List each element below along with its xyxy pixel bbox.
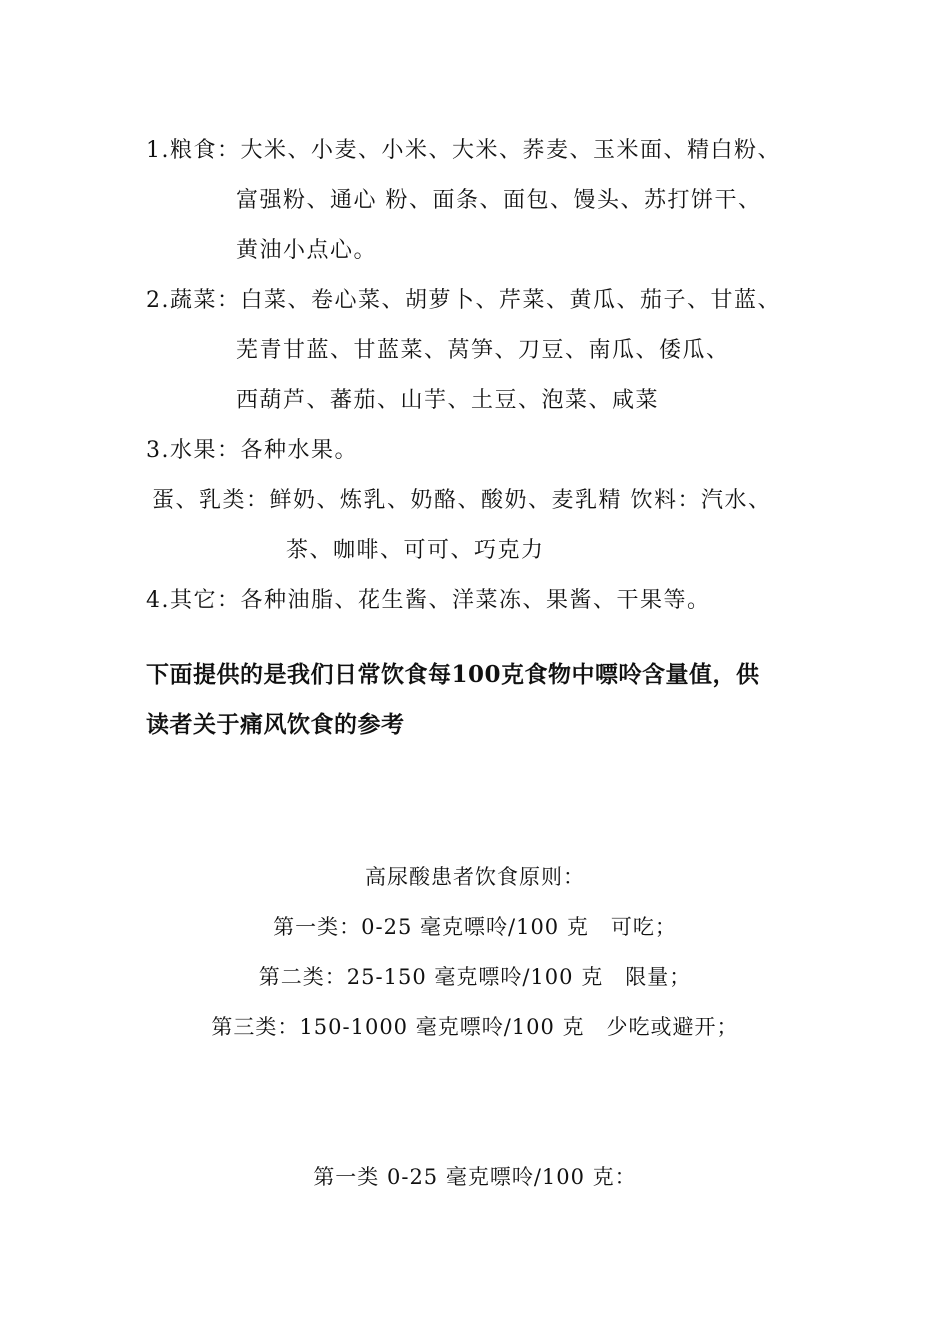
egg-milk-line-1: 蛋、乳类：鲜奶、炼乳、奶酪、酸奶、麦乳精 饮料：汽水、 xyxy=(152,488,772,513)
grain-line-2: 富强粉、通心 粉、面条、面包、馒头、苏打饼干、 xyxy=(236,188,762,213)
fruit-line: 3.水果：各种水果。 xyxy=(146,438,358,463)
intro-line-1: 下面提供的是我们日常饮食每100克食物中嘌呤含量值，供 xyxy=(146,661,760,688)
vegetable-line-2: 芜青甘蓝、甘蓝菜、莴笋、刀豆、南瓜、倭瓜、 xyxy=(236,338,730,363)
principles-title: 高尿酸患者饮食原则： xyxy=(365,865,585,889)
principles-class-3: 第三类：150-1000 毫克嘌呤/100 克 少吃或避开； xyxy=(211,1015,739,1039)
principles-class-1: 第一类：0-25 毫克嘌呤/100 克 可吃； xyxy=(273,915,677,939)
principles-class-2: 第二类：25-150 毫克嘌呤/100 克 限量； xyxy=(258,965,692,989)
grain-line-3: 黄油小点心。 xyxy=(236,238,378,263)
egg-milk-line-2: 茶、咖啡、可可、巧克力 xyxy=(286,538,545,563)
section-heading: 第一类 0-25 毫克嘌呤/100 克： xyxy=(313,1165,637,1189)
vegetable-line-3: 西葫芦、蕃茄、山芋、土豆、泡菜、咸菜 xyxy=(236,388,660,413)
intro-line-2: 读者关于痛风饮食的参考 xyxy=(146,711,405,738)
vegetable-line-1: 2.蔬菜：白菜、卷心菜、胡萝卜、芹菜、黄瓜、茄子、甘蓝、 xyxy=(146,288,781,313)
grain-line-1: 1.粮食：大米、小麦、小米、大米、荞麦、玉米面、精白粉、 xyxy=(146,138,781,163)
other-line: 4.其它：各种油脂、花生酱、洋菜冻、果酱、干果等。 xyxy=(146,588,711,613)
